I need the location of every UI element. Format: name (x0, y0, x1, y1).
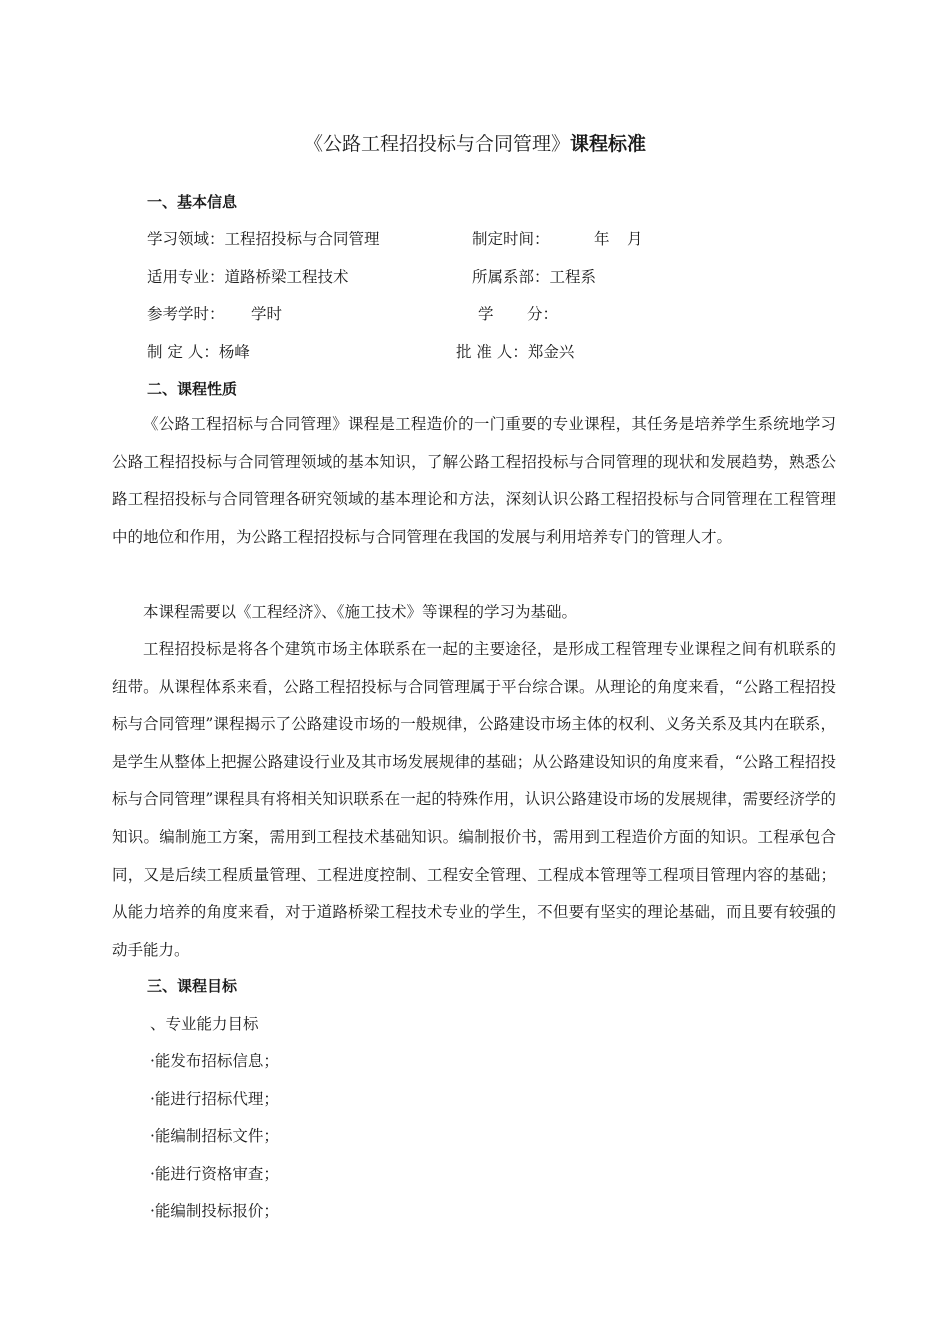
field-date-year: 年 (594, 230, 610, 248)
title-course-name: 《公路工程招投标与合同管理》 (303, 133, 570, 155)
section-heading-goals: 三、课程目标 (147, 977, 238, 995)
field-department: 所属系部：工程系 (472, 268, 597, 286)
field-approver: 批 准 人：郑金兴 (456, 343, 575, 361)
paragraph-nature-2: 本课程需要以《工程经济》、《施工技术》等课程的学习为基础。 (143, 603, 578, 621)
field-date-label: 制定时间： (472, 230, 550, 248)
field-author: 制 定 人：杨峰 (147, 343, 250, 361)
goal-item: ·能编制投标报价； (150, 1202, 279, 1220)
paragraph-nature-1: 《公路工程招标与合同管理》课程是工程造价的一门重要的专业课程，其任务是培养学生系统地学习公路工程招投标与合同管理领域的基本知识，了解公路工程招投标与合同管理的现状和发展趋势，熟悉公路工程招投标与合同管理各研究领域的基本理论和方法，深刻认识公路工程招投标与合同管理在工程管理中的地位和作用，为公路工程招投标与合同管理在我国的发展与利用培养专门的管理人才。 (112, 415, 836, 546)
goals-subheading: 、专业能力目标 (150, 1015, 259, 1033)
section-heading-basic-info: 一、基本信息 (147, 193, 238, 211)
document-title (0, 132, 950, 156)
field-hours-label: 参考学时： (147, 305, 225, 323)
title-suffix: 课程标准 (570, 133, 647, 155)
field-date-month: 月 (627, 230, 643, 248)
goal-item: ·能发布招标信息； (150, 1052, 279, 1070)
paragraph-nature-3: 工程招投标是将各个建筑市场主体联系在一起的主要途径，是形成工程管理专业课程之间有机联系的纽带。从课程体系来看，公路工程招投标与合同管理属于平台综合课。从理论的角度来看，“公路工程招投标与合同管理”课程揭示了公路建设市场的一般规律，公路建设市场主体的权利、义务关系及其内在联系，是学生从整体上把握公路建设行业及其市场发展规律的基础；从公路建设知识的角度来看，“公路工程招投标与合同管理”课程具有将相关知识联系在一起的特殊作用，认识公路建设市场的发展规律，需要经济学的知识。编制施工方案，需用到工程技术基础知识。编制报价书，需用到工程造价方面的知识。工程承包合同，又是后续工程质量管理、工程进度控制、工程安全管理、工程成本管理等工程项目管理内容的基础；从能力培养的角度来看，对于道路桥梁工程技术专业的学生，不但要有坚实的理论基础，而且要有较强的动手能力。 (112, 640, 836, 959)
goal-item: ·能进行资格审查； (150, 1165, 279, 1183)
goal-item: ·能编制招标文件； (150, 1127, 279, 1145)
field-credit-label-a: 学 (478, 305, 494, 323)
section-heading-nature: 二、课程性质 (147, 380, 238, 398)
field-credit-label-b: 分： (527, 305, 559, 323)
goal-item: ·能进行招标代理； (150, 1090, 279, 1108)
field-learning-area: 学习领域：工程招投标与合同管理 (147, 230, 380, 248)
field-hours-unit: 学时 (251, 305, 283, 323)
field-major: 适用专业：道路桥梁工程技术 (147, 268, 349, 286)
